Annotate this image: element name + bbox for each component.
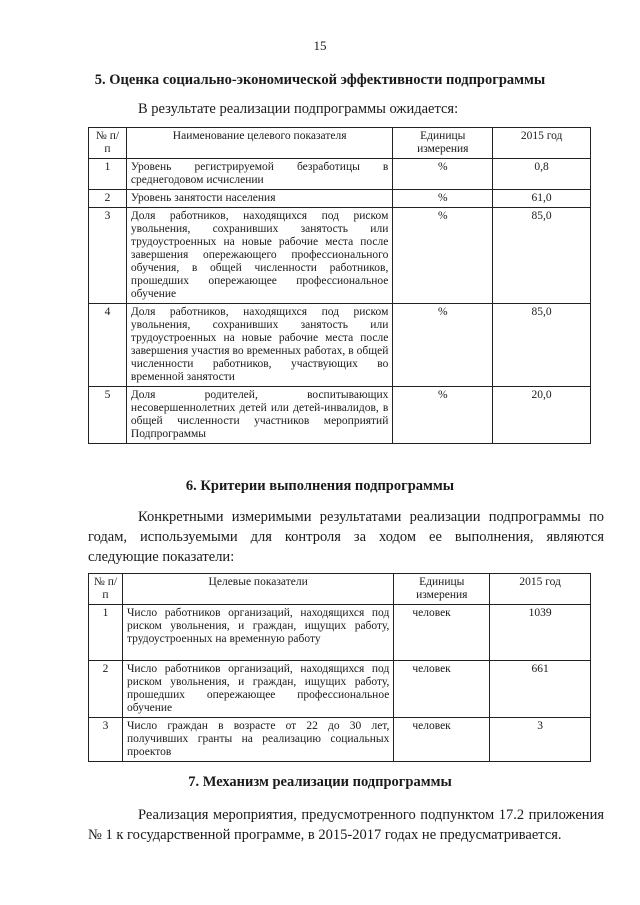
header-year: 2015 год (490, 574, 591, 605)
row-name: Уровень регистрируемой безработицы в среднегодовом исчислении (126, 159, 392, 190)
row-name: Доля работников, находящихся под риском увольнения, сохранивших занятость или трудоустроенных на новые рабочие места после завершения опережающего профессионального обучения, в общей численности работников, прошедших опережающее профессиональное обучение (126, 208, 392, 304)
header-name: Целевые показатели (122, 574, 393, 605)
header-name: Наименование целевого показателя (126, 128, 392, 159)
row-unit: % (393, 304, 493, 387)
row-unit: человек (394, 718, 490, 762)
section-5-title: 5. Оценка социально-экономической эффективности подпрограммы (94, 72, 546, 88)
table-row (89, 159, 591, 190)
header-unit: Единицы измерения (393, 128, 493, 159)
section-6-intro-line-3: следующие показатели: (88, 549, 235, 565)
row-unit: % (393, 159, 493, 190)
row-num: 5 (89, 387, 127, 444)
row-num: 4 (89, 304, 127, 387)
row-name: Уровень занятости населения (126, 190, 392, 208)
header-unit: Единицы измерения (394, 574, 490, 605)
table-row (89, 661, 591, 718)
row-num: 1 (89, 159, 127, 190)
row-name: Доля работников, находящихся под риском увольнения, сохранивших занятость или трудоустроенных на новые рабочие места после завершения участия во временных работах, в общей численности работников, участвующих во временной занятости (126, 304, 392, 387)
section-7-line-1: Реализация мероприятия, предусмотренного подпунктом 17.2 приложения (138, 807, 604, 823)
row-value: 1039 (490, 605, 591, 661)
section-6-title: 6. Критерии выполнения подпрограммы (185, 478, 455, 494)
row-name: Число работников организаций, находящихся под риском увольнения, и граждан, ищущих работу, прошедших опережающее профессиональное обучение (122, 661, 393, 718)
section-6-intro-line-1: Конкретными измеримыми результатами реализации подпрограммы по (138, 509, 604, 525)
row-num: 2 (89, 190, 127, 208)
row-name: Число граждан в возрасте от 22 до 30 лет, получивших гранты на реализацию социальных проектов (122, 718, 393, 762)
section-7-line-2: № 1 к государственной программе, в 2015-2017 годах не предусматривается. (88, 827, 562, 843)
header-num: № п/п (89, 128, 127, 159)
header-num: № п/п (89, 574, 123, 605)
section-7-title: 7. Механизм реализации подпрограммы (188, 774, 452, 790)
page-number: 15 (313, 38, 327, 53)
section-6-intro-line-2: годам, используемыми для контроля за ходом ее выполнения, являются (88, 529, 604, 545)
table-header-row (89, 128, 591, 159)
row-unit: % (393, 387, 493, 444)
table-row (89, 605, 591, 661)
target-indicators-table (88, 127, 591, 444)
table-row (89, 387, 591, 444)
row-value: 20,0 (493, 387, 591, 444)
row-value: 61,0 (493, 190, 591, 208)
row-name: Доля родителей, воспитывающих несовершеннолетних детей или детей-инвалидов, в общей численности участников мероприятий Подпрограммы (126, 387, 392, 444)
row-value: 3 (490, 718, 591, 762)
row-num: 1 (89, 605, 123, 661)
row-num: 3 (89, 208, 127, 304)
header-year: 2015 год (493, 128, 591, 159)
criteria-table (88, 573, 591, 762)
table-row (89, 190, 591, 208)
row-num: 3 (89, 718, 123, 762)
table-header-row (89, 574, 591, 605)
row-value: 85,0 (493, 304, 591, 387)
row-unit: % (393, 190, 493, 208)
section-5-intro: В результате реализации подпрограммы ожидается: (138, 101, 459, 117)
row-unit: человек (394, 661, 490, 718)
row-value: 661 (490, 661, 591, 718)
row-value: 0,8 (493, 159, 591, 190)
table-row (89, 208, 591, 304)
row-unit: % (393, 208, 493, 304)
table-row (89, 718, 591, 762)
table-row (89, 304, 591, 387)
row-value: 85,0 (493, 208, 591, 304)
row-unit: человек (394, 605, 490, 661)
row-name: Число работников организаций, находящихся под риском увольнения, и граждан, ищущих работу, трудоустроенных на временную работу (122, 605, 393, 661)
row-num: 2 (89, 661, 123, 718)
